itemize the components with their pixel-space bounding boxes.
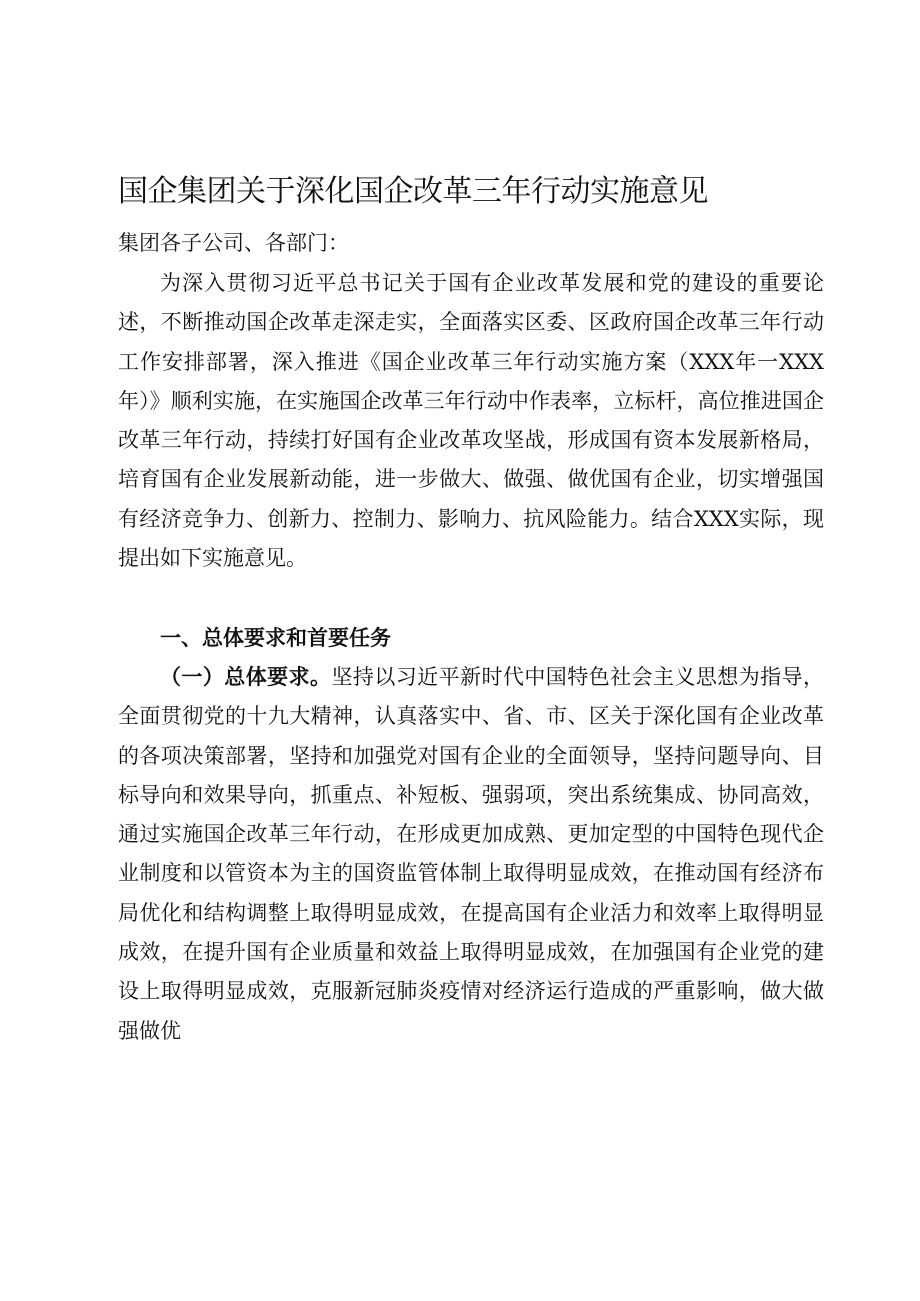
paragraph-lead: （一）总体要求。 bbox=[160, 664, 332, 689]
general-requirements-paragraph bbox=[118, 657, 824, 1051]
document-title: 国企集团关于深化国企改革三年行动实施意见 bbox=[118, 174, 708, 209]
intro-paragraph: 为深入贯彻习近平总书记关于国有企业改革发展和党的建设的重要论述，不断推动国企改革走深走实，全面落实区委、区政府国企改革三年行动工作安排部署，深入推进《国企业改革三年行动实施方案（XXX年一XXX年）》顺利实施，在实施国企改革三年行动中作表率，立标杆，高位推进国企改革三年行动，持续打好国有企业改革攻坚战，形成国有资本发展新格局，培育国有企业发展新动能，进一步做大、做强、做优国有企业，切实增强国有经济竞争力、创新力、控制力、影响力、抗风险能力。结合XXX实际，现提出如下实施意见。 bbox=[118, 271, 824, 571]
section-heading: 一、总体要求和首要任务 bbox=[160, 625, 391, 650]
paragraph-body: 坚持以习近平新时代中国特色社会主义思想为指导，全面贯彻党的十九大精神，认真落实中、省、市、区关于深化国有企业改革的各项决策部署，坚持和加强党对国有企业的全面领导，坚持问题导向、目标导向和效果导向，抓重点、补短板、强弱项，突出系统集成、协同高效，通过实施国企改革三年行动，在形成更加成熟、更加定型的中国特色现代企业制度和以管资本为主的国资监管体制上取得明显成效，在推动国有经济布局优化和结构调整上取得明显成效，在提高国有企业活力和效率上取得明显成效，在提升国有企业质量和效益上取得明显成效，在加强国有企业党的建设上取得明显成效，克服新冠肺炎疫情对经济运行造成的严重影响，做大做强做优 bbox=[118, 665, 825, 1043]
salutation: 集团各子公司、各部门： bbox=[118, 231, 349, 255]
